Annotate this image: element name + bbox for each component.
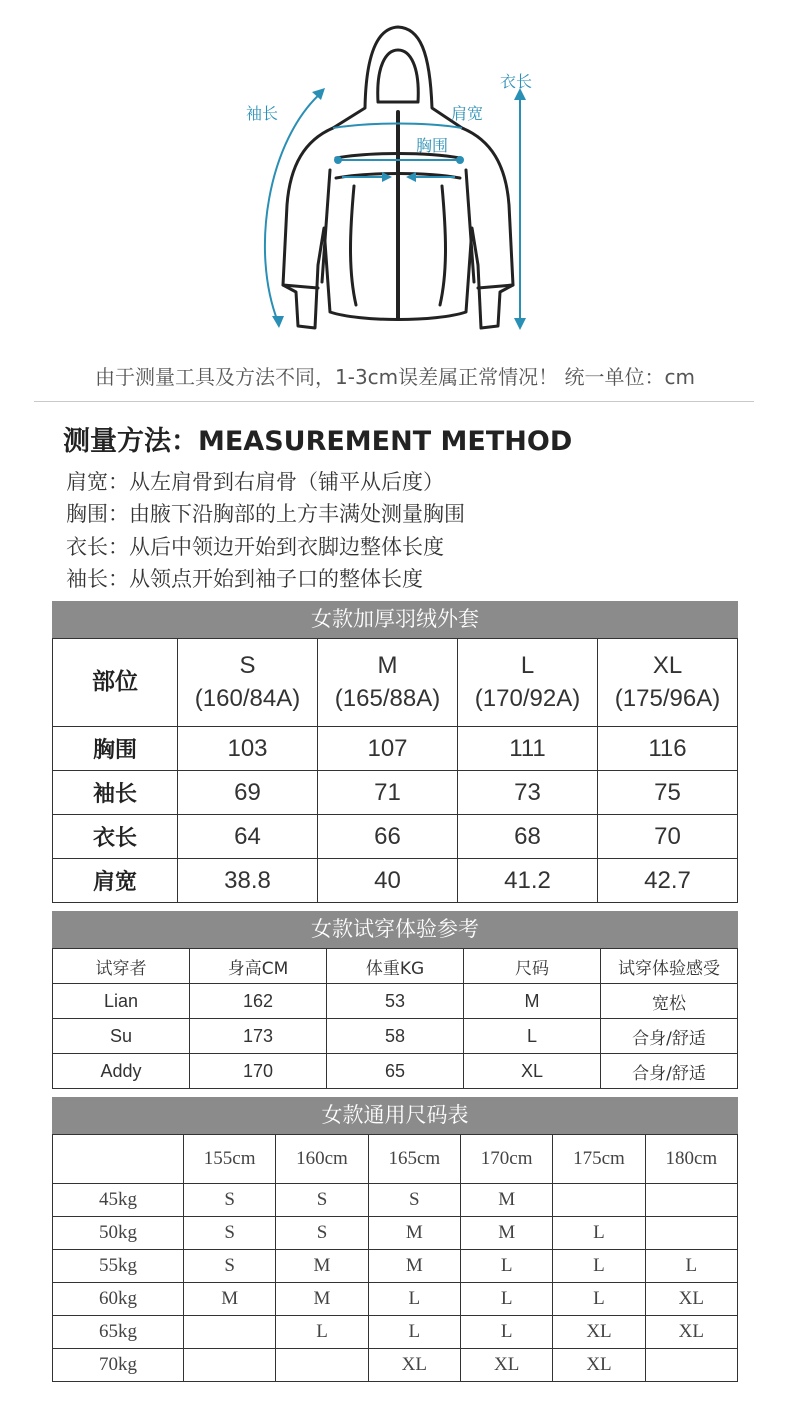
method-title: 测量方法：MEASUREMENT METHOD <box>63 426 573 457</box>
divider <box>34 401 754 402</box>
size-column-l: L (170/92A) <box>458 639 598 727</box>
column-header: 180cm <box>645 1135 737 1184</box>
table-cell: 71 <box>318 771 458 815</box>
table-cell: 58 <box>327 1019 464 1054</box>
table-cell: 70 <box>598 815 738 859</box>
sleeve-length-label: 袖长 <box>246 104 279 123</box>
table-cell: 111 <box>458 727 598 771</box>
table-cell: M <box>368 1250 460 1283</box>
table-cell <box>276 1349 368 1382</box>
table-cell: 173 <box>190 1019 327 1054</box>
column-header: 身高CM <box>190 949 327 984</box>
table-cell: M <box>460 1184 552 1217</box>
column-header: 试穿者 <box>53 949 190 984</box>
table-cell: XL <box>464 1054 601 1089</box>
table-cell: S <box>184 1217 276 1250</box>
table-row <box>53 1349 738 1382</box>
size-column-xl: XL (175/96A) <box>598 639 738 727</box>
size-column-m: M (165/88A) <box>318 639 458 727</box>
column-header: 175cm <box>553 1135 645 1184</box>
table-cell: M <box>460 1217 552 1250</box>
table-cell: 66 <box>318 815 458 859</box>
general-size-table <box>52 1134 738 1382</box>
length-label: 衣长 <box>500 72 533 91</box>
row-label: 55kg <box>53 1250 184 1283</box>
row-label: 衣长 <box>53 815 178 859</box>
table-cell: 宽松 <box>601 984 738 1019</box>
table-cell: XL <box>460 1349 552 1382</box>
table-cell: M <box>368 1217 460 1250</box>
table-cell: 170 <box>190 1054 327 1089</box>
table-cell: Su <box>53 1019 190 1054</box>
table-cell: XL <box>553 1316 645 1349</box>
table-cell: M <box>276 1283 368 1316</box>
table-cell: 42.7 <box>598 859 738 903</box>
table-cell: L <box>460 1250 552 1283</box>
table-cell: XL <box>645 1316 737 1349</box>
table-cell: Lian <box>53 984 190 1019</box>
method-line-sleeve: 袖长：从领点开始到袖子口的整体长度 <box>66 567 423 591</box>
shoulder-width-label: 肩宽 <box>451 104 484 123</box>
table-row <box>53 1019 738 1054</box>
chest-label: 胸围 <box>416 136 449 155</box>
general-table-title: 女款通用尺码表 <box>52 1097 738 1134</box>
table-row <box>53 1054 738 1089</box>
table-cell: 75 <box>598 771 738 815</box>
table-cell: 65 <box>327 1054 464 1089</box>
row-label: 胸围 <box>53 727 178 771</box>
table-cell: 64 <box>178 815 318 859</box>
table-cell: XL <box>553 1349 645 1382</box>
column-header: 试穿体验感受 <box>601 949 738 984</box>
table-row <box>53 815 738 859</box>
column-header: 155cm <box>184 1135 276 1184</box>
table-cell: L <box>553 1217 645 1250</box>
table-cell: 合身/舒适 <box>601 1019 738 1054</box>
table-cell <box>184 1316 276 1349</box>
size-table-title: 女款加厚羽绒外套 <box>52 601 738 638</box>
size-table <box>52 638 738 903</box>
method-line-shoulder: 肩宽：从左肩骨到右肩骨（铺平从后度） <box>66 470 444 494</box>
table-cell: S <box>368 1184 460 1217</box>
measurement-note: 由于测量工具及方法不同，1-3cm误差属正常情况！ 统一单位：cm <box>95 365 695 389</box>
table-row <box>53 1316 738 1349</box>
table-cell: L <box>464 1019 601 1054</box>
tryon-header-row <box>53 949 738 984</box>
table-cell: L <box>645 1250 737 1283</box>
table-cell: 69 <box>178 771 318 815</box>
table-cell: L <box>368 1283 460 1316</box>
table-cell: S <box>184 1184 276 1217</box>
tryon-table-title: 女款试穿体验参考 <box>52 911 738 948</box>
column-header: 165cm <box>368 1135 460 1184</box>
method-line-length: 衣长：从后中领边开始到衣脚边整体长度 <box>66 535 444 559</box>
table-cell: L <box>460 1283 552 1316</box>
table-cell <box>553 1184 645 1217</box>
table-cell: 107 <box>318 727 458 771</box>
table-cell: L <box>553 1250 645 1283</box>
table-cell: M <box>184 1283 276 1316</box>
table-cell: 38.8 <box>178 859 318 903</box>
method-line-chest: 胸围：由腋下沿胸部的上方丰满处测量胸围 <box>66 502 465 526</box>
table-cell: 41.2 <box>458 859 598 903</box>
table-row <box>53 1184 738 1217</box>
table-row <box>53 771 738 815</box>
column-header: 体重KG <box>327 949 464 984</box>
size-column-s: S (160/84A) <box>178 639 318 727</box>
column-header: 160cm <box>276 1135 368 1184</box>
table-cell <box>645 1349 737 1382</box>
row-label: 袖长 <box>53 771 178 815</box>
table-cell: 合身/舒适 <box>601 1054 738 1089</box>
row-label: 60kg <box>53 1283 184 1316</box>
general-table-corner <box>53 1135 184 1184</box>
column-header: 尺码 <box>464 949 601 984</box>
table-row <box>53 1250 738 1283</box>
row-label: 45kg <box>53 1184 184 1217</box>
table-cell <box>184 1349 276 1382</box>
row-label: 50kg <box>53 1217 184 1250</box>
table-cell: XL <box>645 1283 737 1316</box>
table-cell: 103 <box>178 727 318 771</box>
row-label: 65kg <box>53 1316 184 1349</box>
tryon-table <box>52 948 738 1089</box>
jacket-diagram <box>0 0 790 345</box>
row-label: 70kg <box>53 1349 184 1382</box>
table-cell <box>645 1184 737 1217</box>
table-row <box>53 1217 738 1250</box>
table-cell: L <box>368 1316 460 1349</box>
table-cell: XL <box>368 1349 460 1382</box>
table-cell: S <box>276 1217 368 1250</box>
jacket-illustration <box>0 0 790 345</box>
column-header: 170cm <box>460 1135 552 1184</box>
table-row <box>53 859 738 903</box>
table-cell <box>645 1217 737 1250</box>
table-cell: L <box>553 1283 645 1316</box>
table-cell: 162 <box>190 984 327 1019</box>
table-cell: 40 <box>318 859 458 903</box>
size-table-header-row <box>53 639 738 727</box>
table-cell: 116 <box>598 727 738 771</box>
table-cell: S <box>184 1250 276 1283</box>
table-cell: L <box>460 1316 552 1349</box>
table-cell: 73 <box>458 771 598 815</box>
table-cell: 53 <box>327 984 464 1019</box>
table-cell: Addy <box>53 1054 190 1089</box>
table-cell: M <box>276 1250 368 1283</box>
table-cell: 68 <box>458 815 598 859</box>
size-table-corner: 部位 <box>53 639 178 727</box>
table-row <box>53 1283 738 1316</box>
table-row <box>53 727 738 771</box>
table-cell: S <box>276 1184 368 1217</box>
table-cell: M <box>464 984 601 1019</box>
general-header-row <box>53 1135 738 1184</box>
table-row <box>53 984 738 1019</box>
row-label: 肩宽 <box>53 859 178 903</box>
table-cell: L <box>276 1316 368 1349</box>
